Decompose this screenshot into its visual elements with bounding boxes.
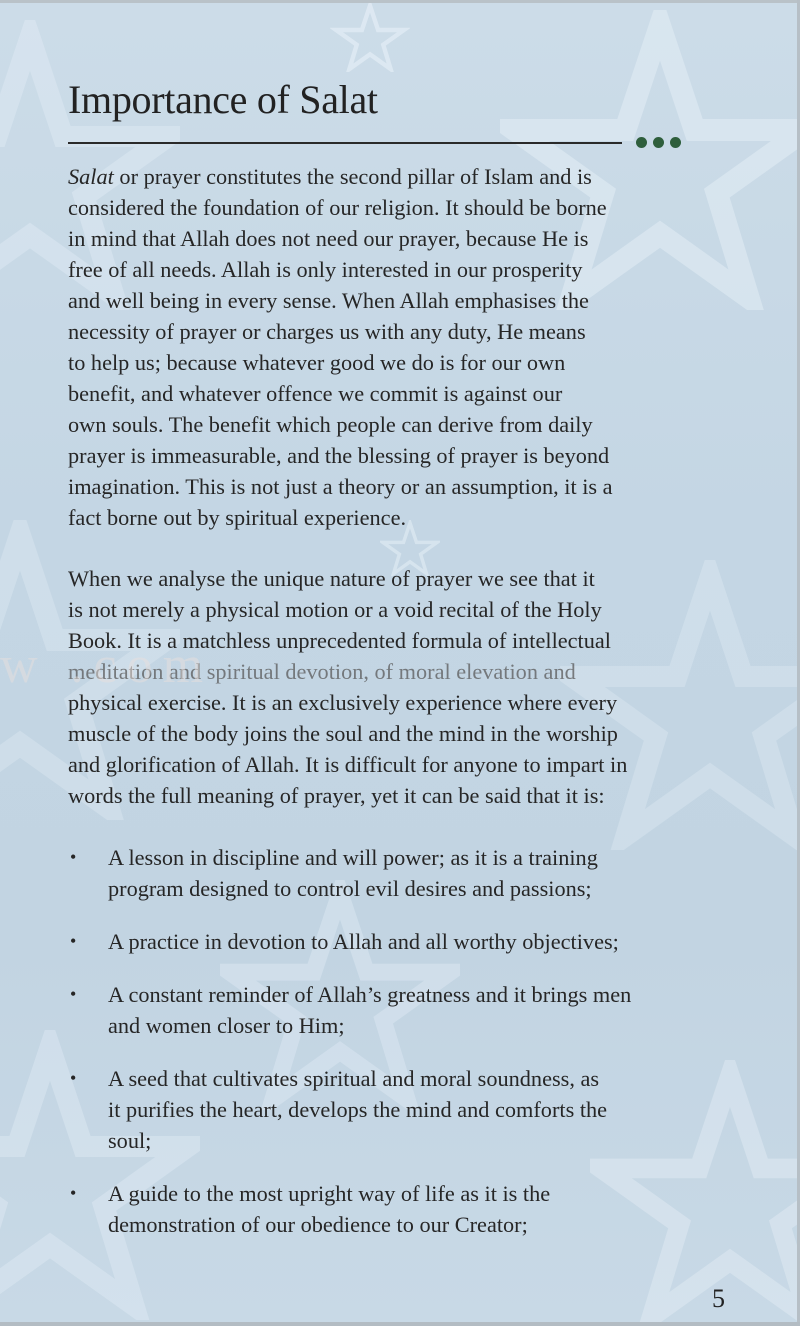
dot-icon (636, 137, 647, 148)
paragraph-line: imagination. This is not just a theory or an assumption, it is a (68, 474, 613, 499)
list-item (68, 1063, 768, 1156)
paragraph-line: Book. It is a matchless unprecedented formula of intellectual (68, 628, 611, 653)
paragraph-line: and glorification of Allah. It is difficult for anyone to impart in (68, 752, 628, 777)
paragraph-line: and well being in every sense. When Allah emphasises the (68, 288, 589, 313)
accent-dots-icon (636, 137, 681, 148)
list-item-line: A lesson in discipline and will power; as it is a training (108, 845, 598, 870)
paragraph-line-watermarked: meditation and spiritual devotion, of moral elevation and (68, 659, 576, 684)
list-item (68, 979, 768, 1041)
bullet-icon: • (70, 931, 77, 951)
paragraph-line: prayer is immeasurable, and the blessing of prayer is beyond (68, 443, 610, 468)
list-item-line: program designed to control evil desires and passions; (108, 876, 592, 901)
page-title: Importance of Salat (68, 77, 378, 122)
page-number: 5 (712, 1284, 725, 1313)
list-item (68, 842, 768, 904)
list-item-line: and women closer to Him; (108, 1013, 345, 1038)
list-item-line: it purifies the heart, develops the mind and comforts the (108, 1097, 608, 1122)
dot-icon (670, 137, 681, 148)
list-item-line: A seed that cultivates spiritual and moral soundness, as (108, 1066, 600, 1091)
page-edge-bottom (0, 1322, 800, 1326)
watermark: w .com (0, 637, 214, 694)
list-item-line: demonstration of our obedience to our Creator; (108, 1212, 528, 1237)
paragraph-line: in mind that Allah does not need our prayer, because He is (68, 226, 589, 251)
page-edge-top (0, 0, 800, 3)
paragraph-line: benefit, and whatever offence we commit is against our (68, 381, 563, 406)
paragraph-line: to help us; because whatever good we do is for our own (68, 350, 566, 375)
dot-icon (653, 137, 664, 148)
paragraph-line: fact borne out by spiritual experience. (68, 505, 407, 530)
bullet-icon: • (70, 1068, 77, 1088)
bullet-icon: • (70, 984, 77, 1004)
paragraph-line: free of all needs. Allah is only interested in our prosperity (68, 257, 583, 282)
list-item-line: A constant reminder of Allah’s greatness and it brings men (108, 982, 632, 1007)
paragraph-line: necessity of prayer or charges us with any duty, He means (68, 319, 586, 344)
paragraph-line: Salat or prayer constitutes the second pillar of Islam and is (68, 164, 592, 189)
title-underline-rule (68, 142, 622, 144)
paragraph-line: is not merely a physical motion or a void recital of the Holy (68, 597, 602, 622)
paragraph-line: muscle of the body joins the soul and the mind in the worship (68, 721, 618, 746)
bullet-icon: • (70, 1183, 77, 1203)
star-decoration-icon (330, 2, 410, 72)
bullet-list (68, 842, 768, 1262)
list-item (68, 926, 768, 957)
bullet-icon: • (70, 847, 77, 867)
paragraph-line: words the full meaning of prayer, yet it can be said that it is: (68, 783, 605, 808)
paragraph-1 (68, 161, 768, 533)
list-item-line: A guide to the most upright way of life as it is the (108, 1181, 551, 1206)
list-item-line: soul; (108, 1128, 152, 1153)
paragraph-2 (68, 563, 768, 811)
paragraph-line: considered the foundation of our religion. It should be borne (68, 195, 607, 220)
paragraph-line: physical exercise. It is an exclusively experience where every (68, 690, 618, 715)
salat-term: Salat (68, 164, 114, 189)
paragraph-line: When we analyse the unique nature of prayer we see that it (68, 566, 595, 591)
list-item (68, 1178, 768, 1240)
list-item-line: A practice in devotion to Allah and all worthy objectives; (108, 929, 619, 954)
paragraph-line: own souls. The benefit which people can derive from daily (68, 412, 593, 437)
